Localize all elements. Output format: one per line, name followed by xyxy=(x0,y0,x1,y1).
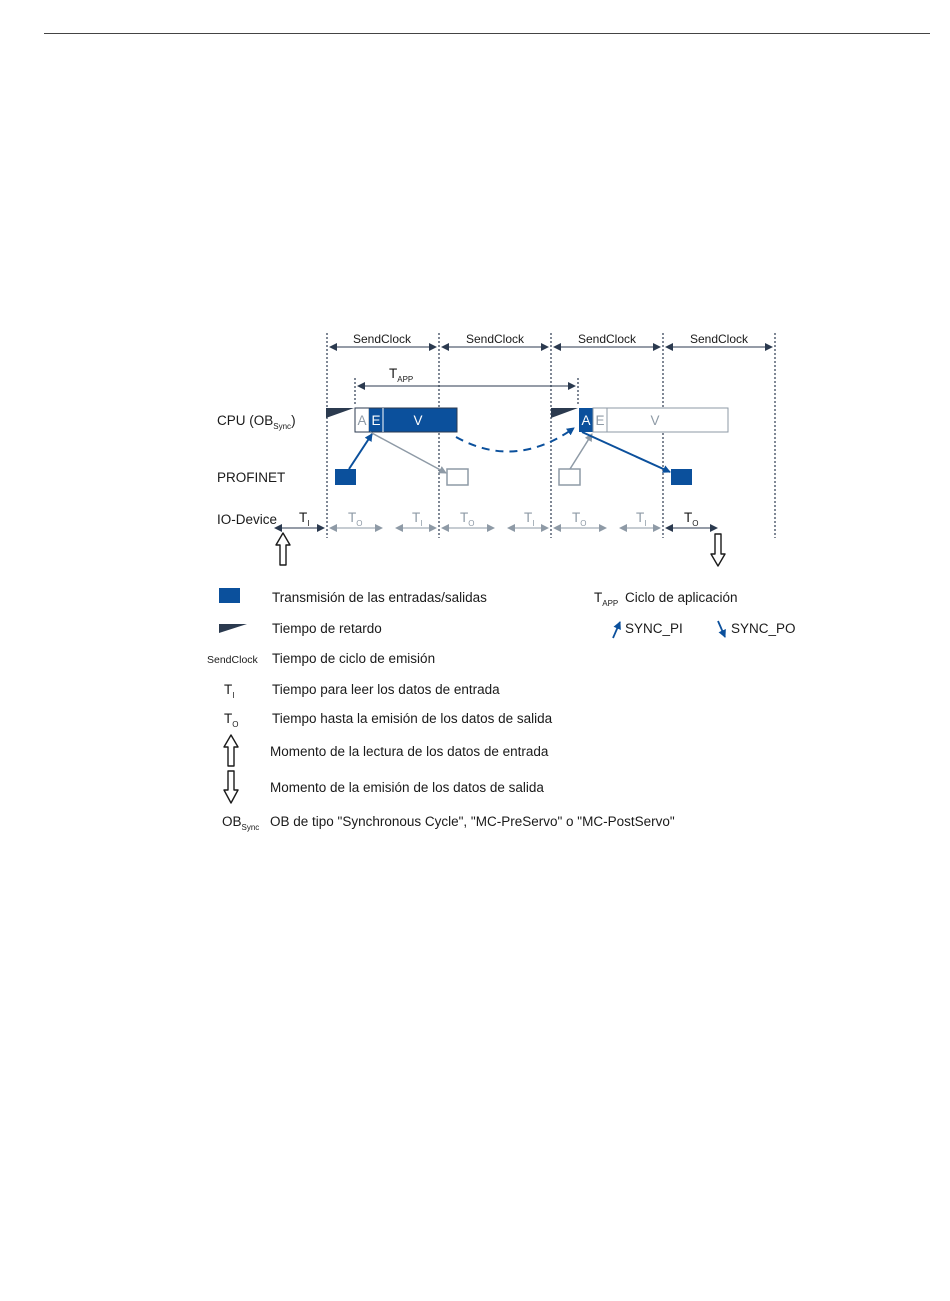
cpu-block-2-e: E xyxy=(595,413,605,428)
legend-output-arrow-icon xyxy=(224,771,238,803)
sendclock-boundaries xyxy=(327,333,775,538)
legend-sync-po-icon xyxy=(718,621,725,637)
io-segment-label-8: $T_O$ xyxy=(684,510,699,528)
cpu-block-2-a: A xyxy=(581,413,591,428)
profinet-transmission-1 xyxy=(335,469,356,485)
sync-po-arrow-2 xyxy=(582,432,670,472)
application-continuation-curve xyxy=(456,428,574,452)
legend-obsync-symbol: $OB_{Sync}$ xyxy=(222,814,260,832)
legend-to-symbol: $T_O$ xyxy=(224,711,239,729)
legend-sendclock-text: Tiempo de ciclo de emisión xyxy=(272,651,436,666)
legend-transmission-icon xyxy=(219,588,240,603)
profinet-transmission-3 xyxy=(559,469,580,485)
delay-marker-1 xyxy=(326,408,354,418)
input-read-arrow-icon xyxy=(276,533,290,565)
tapp-label: $T_{APP}$ xyxy=(389,366,414,384)
sync-pi-arrow-grey-2 xyxy=(570,434,592,469)
legend-to-text: Tiempo hasta la emisión de los datos de salida xyxy=(272,711,553,726)
sendclock-label-1: SendClock xyxy=(352,332,412,346)
sendclock-label-2: SendClock xyxy=(465,332,525,346)
legend-delay-text: Tiempo de retardo xyxy=(272,621,382,636)
sync-po-arrow-grey-1 xyxy=(370,432,446,473)
delay-marker-2 xyxy=(551,408,578,418)
cpu-block-1 xyxy=(355,408,457,432)
cpu-block-1-e: E xyxy=(371,413,381,428)
legend-tapp-symbol: $T_{APP}$ xyxy=(594,590,619,608)
legend-ti-symbol: $T_I$ xyxy=(224,682,235,700)
legend-obsync-text: OB de tipo "Synchronous Cycle", "MC-PreServo" o "MC-PostServo" xyxy=(270,814,675,829)
sendclock-label-3: SendClock xyxy=(577,332,637,346)
legend-delay-icon xyxy=(219,624,247,633)
cpu-block-2-v: V xyxy=(650,413,660,428)
legend-transmission-text: Transmisión de las entradas/salidas xyxy=(272,590,487,605)
io-segment-label-6: $T_O$ xyxy=(572,510,587,528)
legend-input-arrow-icon xyxy=(224,735,238,766)
profinet-row-label: PROFINET xyxy=(217,470,286,485)
legend-output-text: Momento de la emisión de los datos de salida xyxy=(270,780,544,795)
legend-sync-pi-icon xyxy=(613,622,620,638)
legend-sendclock-symbol: SendClock xyxy=(207,654,258,666)
cpu-block-1-v: V xyxy=(413,413,423,428)
output-emit-arrow-icon xyxy=(711,534,725,566)
tapp-interval xyxy=(355,378,578,406)
io-segment-label-3: $T_I$ xyxy=(412,510,423,528)
legend-ti-text: Tiempo para leer los datos de entrada xyxy=(272,682,500,697)
sync-pi-arrow-1 xyxy=(349,434,372,469)
io-device-row-label: IO-Device xyxy=(217,512,278,527)
profinet-transmission-2 xyxy=(447,469,468,485)
io-segment-label-5: $T_I$ xyxy=(524,510,535,528)
legend-tapp-text: Ciclo de aplicación xyxy=(625,590,738,605)
io-segment-label-1: $T_I$ xyxy=(299,510,310,528)
legend-sync-po-text: SYNC_PO xyxy=(731,621,796,636)
cpu-block-1-a: A xyxy=(357,413,367,428)
profinet-transmission-4 xyxy=(671,469,692,485)
io-segment-label-7: $T_I$ xyxy=(636,510,647,528)
legend-sync-pi-text: SYNC_PI xyxy=(625,621,683,636)
io-segment-label-2: $T_O$ xyxy=(348,510,363,528)
io-segment-label-4: $T_O$ xyxy=(460,510,475,528)
cpu-row-label: CPU $(OB_{Sync})$ xyxy=(217,413,296,431)
sendclock-label-4: SendClock xyxy=(689,332,749,346)
legend-input-text: Momento de la lectura de los datos de entrada xyxy=(270,744,549,759)
